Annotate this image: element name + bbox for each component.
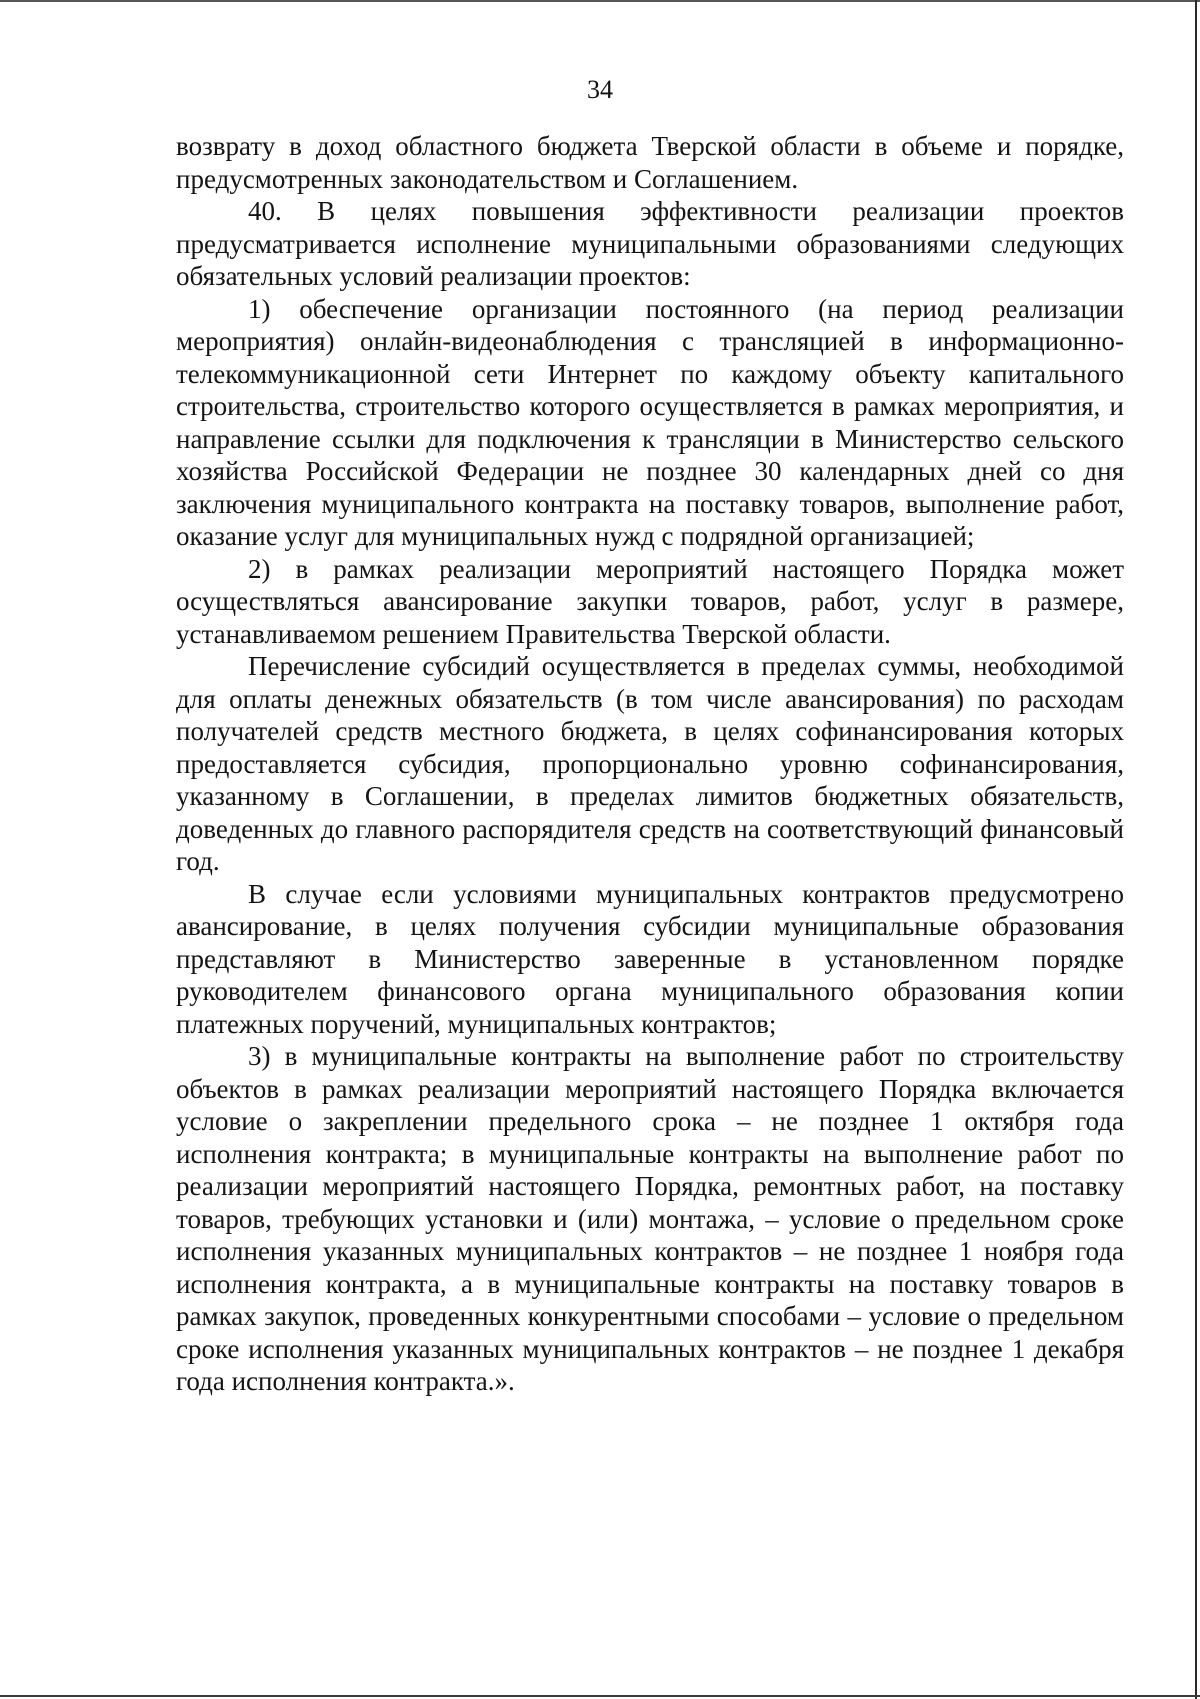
paragraph-continuation: возврату в доход областного бюджета Тверской области в объеме и порядке, предусмотренных законодательством и Соглашением.	[176, 131, 1124, 194]
document-body	[176, 130, 1124, 1398]
paragraph-item-1: 1) обеспечение организации постоянного (на период реализации мероприятия) онлайн-видеонаблюдения с трансляцией в информационно-телекоммуникационной сети Интернет по каждому объекту капитального строительства, строительство которого осуществляется в рамках мероприятия, и направление ссылки для подключения к трансляции в Министерство сельского хозяйства Российской Федерации не позднее 30 календарных дней со дня заключения муниципального контракта на поставку товаров, выполнение работ, оказание услуг для муниципальных нужд с подрядной организацией;	[176, 293, 1124, 551]
scan-border-top	[0, 0, 1200, 2]
paragraph-item-2: 2) в рамках реализации мероприятий настоящего Порядка может осуществляться авансирование закупки товаров, работ, услуг в размере, устанавливаемом решением Правительства Тверской области.	[176, 553, 1124, 649]
scan-border-bottom	[0, 1695, 1200, 1697]
paragraph-item-3: 3) в муниципальные контракты на выполнение работ по строительству объектов в рамках реализации мероприятий настоящего Порядка включается условие о закреплении предельного срока – не позднее 1 октября года исполнения контракта; в муниципальные контракты на выполнение работ по реализации мероприятий настоящего Порядка, ремонтных работ, на поставку товаров, требующих установки и (или) монтажа, – условие о предельном сроке исполнения указанных муниципальных контрактов – не позднее 1 ноября года исполнения контракта, а в муниципальные контракты на поставку товаров в рамках закупок, проведенных конкурентными способами – условие о предельном сроке исполнения указанных муниципальных контрактов – не позднее 1 декабря года исполнения контракта.».	[176, 1041, 1124, 1396]
paragraph-clause-40: 40. В целях повышения эффективности реализации проектов предусматривается исполнение муниципальными образованиями следующих обязательных условий реализации проектов:	[176, 196, 1124, 291]
paragraph-advance-payment: В случае если условиями муниципальных контрактов предусмотрено авансирование, в целях получения субсидии муниципальные образования представляют в Министерство заверенные в установленном порядке руководителем финансового органа муниципального образования копии платежных поручений, муниципальных контрактов;	[176, 878, 1124, 1039]
page-number: 34	[587, 75, 613, 104]
paragraph-subsidy-transfer: Перечисление субсидий осуществляется в пределах суммы, необходимой для оплаты денежных обязательств (в том числе авансирования) по расходам получателей средств местного бюджета, в целях софинансирования которых предоставляется субсидия, пропорционально уровню софинансирования, указанному в Соглашении, в пределах лимитов бюджетных обязательств, доведенных до главного распорядителя средств на соответствующий финансовый год.	[176, 651, 1124, 876]
scan-border-right	[1195, 0, 1197, 1699]
